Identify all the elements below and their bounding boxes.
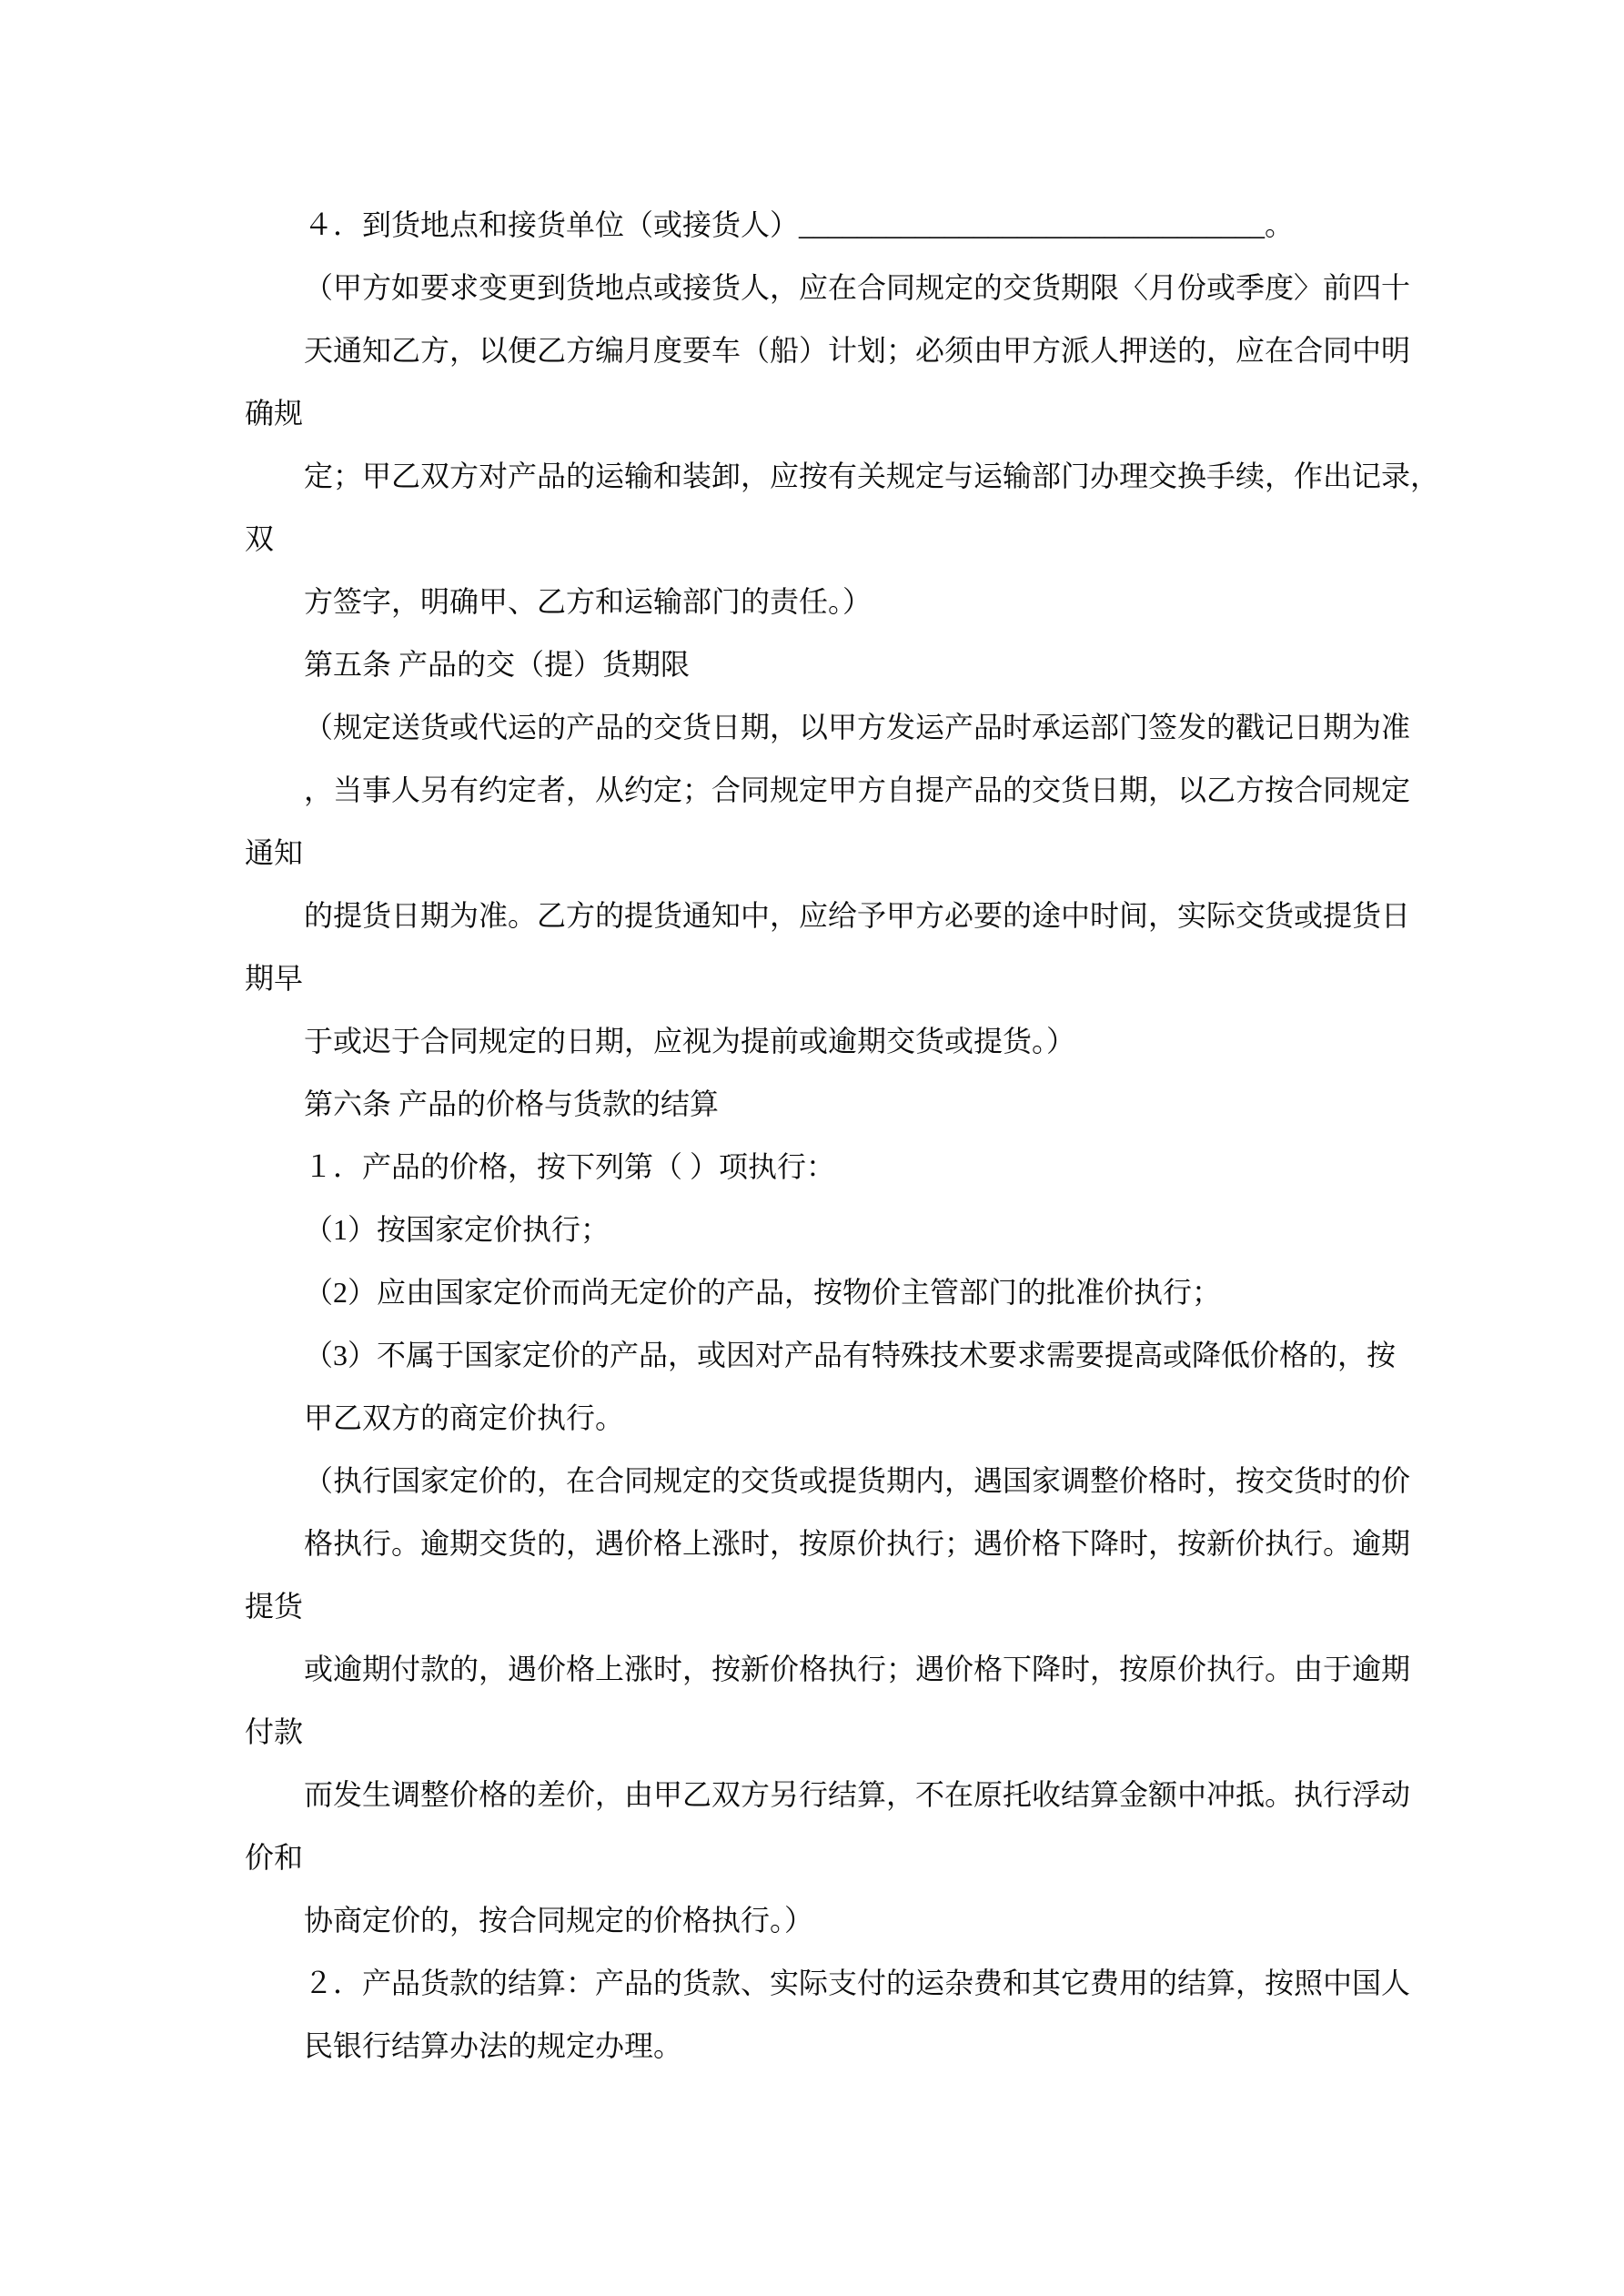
doc-line: 期早 [245,962,304,995]
doc-line: 的提货日期为准。乙方的提货通知中，应给予甲方必要的途中时间，实际交货或提货日 [304,899,1411,932]
doc-line: 确规 [245,397,304,430]
doc-line-heading: 第五条 产品的交（提）货期限 [304,648,691,681]
doc-line: （1）按国家定价执行； [304,1213,610,1246]
doc-line: 天通知乙方，以便乙方编月度要车（船）计划；必须由甲方派人押送的，应在合同中明 [304,334,1411,367]
doc-line: 于或迟于合同规定的日期，应视为提前或逾期交货或提货。） [304,1025,1076,1057]
doc-line: 民银行结算办法的规定办理。 [304,2029,683,2062]
doc-line: ４．到货地点和接货单位（或接货人）________________________________。 [304,208,1295,241]
doc-line: 付款 [245,1715,304,1748]
doc-line: 定；甲乙双方对产品的运输和装卸，应按有关规定与运输部门办理交换手续，作出记录， [304,460,1440,492]
doc-line: 通知 [245,836,304,869]
doc-line: １．产品的价格，按下列第（ ）项执行： [304,1150,836,1183]
doc-line: （3）不属于国家定价的产品，或因对产品有特殊技术要求需要提高或降低价格的，按 [304,1339,1397,1371]
doc-line: 格执行。逾期交货的，遇价格上涨时，按原价执行；遇价格下降时，按新价执行。逾期 [304,1527,1411,1560]
doc-line: 甲乙双方的商定价执行。 [304,1401,625,1434]
doc-line: （甲方如要求变更到货地点或接货人，应在合同规定的交货期限〈月份或季度〉前四十 [304,271,1411,304]
doc-line: （执行国家定价的，在合同规定的交货或提货期内，遇国家调整价格时，按交货时的价 [304,1464,1411,1497]
doc-line: ，当事人另有约定者，从约定；合同规定甲方自提产品的交货日期，以乙方按合同规定 [304,774,1411,806]
doc-line: （2）应由国家定价而尚无定价的产品，按物价主管部门的批准价执行； [304,1276,1222,1309]
doc-line: 双 [245,522,275,555]
doc-line: （规定送货或代运的产品的交货日期，以甲方发运产品时承运部门签发的戳记日期为准 [304,711,1411,743]
doc-line: 而发生调整价格的差价，由甲乙双方另行结算，不在原托收结算金额中冲抵。执行浮动 [304,1778,1411,1811]
doc-line: ２．产品货款的结算：产品的货款、实际支付的运杂费和其它费用的结算，按照中国人 [304,1967,1411,1999]
contract-text-block [245,194,1440,2078]
doc-line: 协商定价的，按合同规定的价格执行。） [304,1904,814,1937]
doc-line: 价和 [245,1841,304,1874]
doc-line-heading: 第六条 产品的价格与货款的结算 [304,1087,720,1120]
doc-line: 方签字，明确甲、乙方和运输部门的责任。） [304,585,873,618]
doc-line: 提货 [245,1590,304,1623]
doc-line: 或逾期付款的，遇价格上涨时，按新价格执行；遇价格下降时，按原价执行。由于逾期 [304,1653,1411,1685]
